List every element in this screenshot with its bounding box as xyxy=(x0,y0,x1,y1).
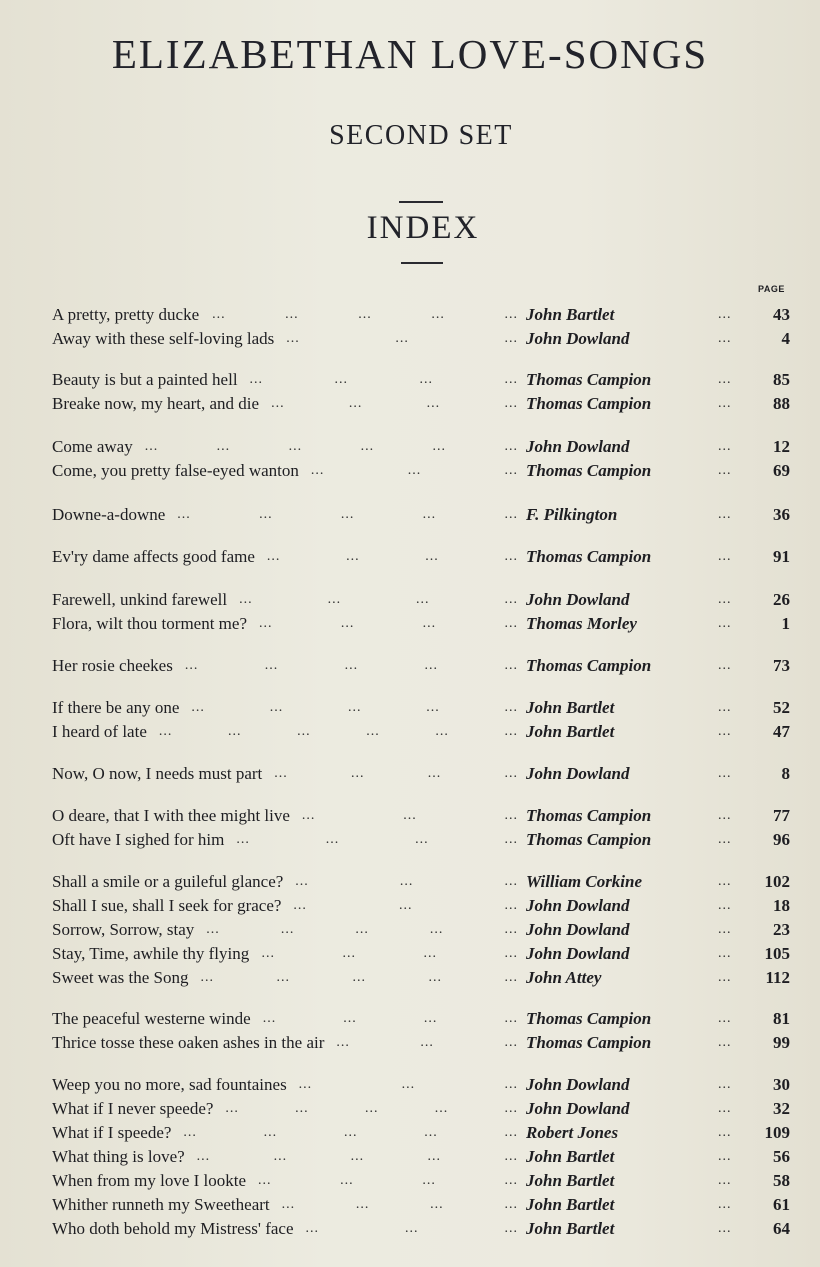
dot-leader: ... xyxy=(718,396,732,411)
dot-leader: ... xyxy=(718,1197,732,1212)
song-author: John Bartlet xyxy=(526,698,615,717)
dot-leader: ... ... ... ... xyxy=(266,549,518,564)
dot-leader: ... ... ... ... xyxy=(262,1011,518,1026)
song-author: William Corkine xyxy=(526,872,643,891)
page-number: 47 xyxy=(773,722,790,741)
dot-leader: ... ... ... ... xyxy=(274,766,518,781)
page-number: 4 xyxy=(781,329,790,348)
index-entry xyxy=(0,368,820,392)
dot-leader: ... ... ... ... xyxy=(271,396,518,411)
page-number: 73 xyxy=(773,656,790,675)
song-title: What thing is love? xyxy=(52,1147,185,1166)
dot-leader: ... xyxy=(718,439,732,454)
song-title: Stay, Time, awhile thy flying xyxy=(52,944,250,963)
dot-leader: ... ... ... ... ... xyxy=(212,307,518,322)
song-title: Sweet was the Song xyxy=(52,968,189,987)
index-entry xyxy=(0,1007,820,1031)
song-author: Thomas Morley xyxy=(526,614,637,633)
dot-leader: ... ... ... ... xyxy=(258,1173,518,1188)
song-title: Ev'ry dame affects good fame xyxy=(52,547,255,566)
song-title: When from my love I lookte xyxy=(52,1171,247,1190)
dot-leader: ... ... ... ... xyxy=(249,372,518,387)
dot-leader: ... xyxy=(718,1035,732,1050)
song-title: The peaceful westerne winde xyxy=(52,1009,251,1028)
page-number: 8 xyxy=(781,764,790,783)
dot-leader: ... xyxy=(718,307,732,322)
song-title: If there be any one xyxy=(52,698,180,717)
dot-leader: ... xyxy=(718,507,732,522)
index-entry xyxy=(0,1031,820,1055)
song-title: Her rosie cheekes xyxy=(52,656,173,675)
index-entry xyxy=(0,435,820,459)
index-entry xyxy=(0,1121,820,1145)
song-title: Now, O now, I needs must part xyxy=(52,764,263,783)
page-number: 52 xyxy=(773,698,790,717)
dot-leader: ... ... ... ... xyxy=(258,616,518,631)
index-entry xyxy=(0,1169,820,1193)
index-entry xyxy=(0,1217,820,1241)
song-title: Downe-a-downe xyxy=(52,505,166,524)
page-number: 12 xyxy=(773,437,790,456)
index-entry xyxy=(0,966,820,990)
index-entry xyxy=(0,894,820,918)
index-entry xyxy=(0,720,820,744)
dot-leader: ... xyxy=(718,724,732,739)
dot-leader: ... ... ... ... ... xyxy=(177,507,518,522)
song-title: What if I speede? xyxy=(52,1123,172,1142)
dot-leader: ... ... ... xyxy=(286,331,518,346)
index-entry xyxy=(0,327,820,351)
song-author: Thomas Campion xyxy=(526,461,652,480)
song-author: Thomas Campion xyxy=(526,394,652,413)
dot-leader: ... xyxy=(718,766,732,781)
song-author: John Dowland xyxy=(526,437,630,456)
page-number: 1 xyxy=(781,614,790,633)
song-author: Thomas Campion xyxy=(526,806,652,825)
book-title: ELIZABETHAN LOVE-SONGS xyxy=(111,31,709,77)
song-title: Flora, wilt thou torment me? xyxy=(52,614,247,633)
dot-leader: ... xyxy=(718,1077,732,1092)
dot-leader: ... xyxy=(718,970,732,985)
page-number: 18 xyxy=(773,896,790,915)
dot-leader: ... xyxy=(718,1011,732,1026)
dot-leader: ... xyxy=(718,549,732,564)
dot-leader: ... ... ... ... xyxy=(236,832,518,847)
page-number: 96 xyxy=(773,830,790,849)
song-author: John Bartlet xyxy=(526,722,615,741)
dot-leader: ... ... ... ... ... xyxy=(191,700,518,715)
page-number: 85 xyxy=(773,370,790,389)
song-author: John Bartlet xyxy=(526,305,615,324)
song-author: Thomas Campion xyxy=(526,370,652,389)
song-title: Shall I sue, shall I seek for grace? xyxy=(52,896,282,915)
page-number: 30 xyxy=(773,1075,790,1094)
page-number: 105 xyxy=(764,944,790,963)
song-title: A pretty, pretty ducke xyxy=(52,305,200,324)
song-author: F. Pilkington xyxy=(526,505,618,524)
dot-leader: ... ... ... xyxy=(298,1077,518,1092)
page-number: 58 xyxy=(773,1171,790,1190)
page-number: 36 xyxy=(773,505,790,524)
page-number: 91 xyxy=(773,547,790,566)
page-number: 26 xyxy=(773,590,790,609)
page-number: 81 xyxy=(773,1009,790,1028)
index-entry xyxy=(0,545,820,569)
index-entry xyxy=(0,942,820,966)
dot-leader: ... xyxy=(718,946,732,961)
page-number: 102 xyxy=(764,872,790,891)
song-title: Whither runneth my Sweetheart xyxy=(52,1195,270,1214)
song-author: Thomas Campion xyxy=(526,830,652,849)
index-entry xyxy=(0,459,820,483)
dot-leader: ... xyxy=(718,1125,732,1140)
song-author: John Dowland xyxy=(526,329,630,348)
dot-leader: ... ... ... ... xyxy=(281,1197,518,1212)
page-number: 64 xyxy=(773,1219,790,1238)
dot-leader: ... ... ... xyxy=(305,1221,518,1236)
index-entry xyxy=(0,696,820,720)
dot-leader: ... ... ... ... ... xyxy=(225,1101,518,1116)
song-author: John Dowland xyxy=(526,1099,630,1118)
book-subtitle: SECOND SET xyxy=(329,120,513,151)
dot-leader: ... xyxy=(718,1173,732,1188)
song-title: Who doth behold my Mistress' face xyxy=(52,1219,294,1238)
page-number: 69 xyxy=(773,461,790,480)
index-entry xyxy=(0,303,820,327)
dot-leader: ... xyxy=(718,592,732,607)
dot-leader: ... xyxy=(718,1149,732,1164)
dot-leader: ... xyxy=(718,331,732,346)
dot-leader: ... xyxy=(718,616,732,631)
dot-leader: ... ... ... ... ... ... xyxy=(144,439,518,454)
song-author: Robert Jones xyxy=(526,1123,619,1142)
dot-leader: ... xyxy=(718,658,732,673)
index-entry xyxy=(0,918,820,942)
page-number: 43 xyxy=(773,305,790,324)
song-title: Weep you no more, sad fountaines xyxy=(52,1075,287,1094)
index-entry xyxy=(0,870,820,894)
divider-rule-top xyxy=(399,201,443,203)
song-author: Thomas Campion xyxy=(526,1033,652,1052)
song-author: John Dowland xyxy=(526,1075,630,1094)
page-number: 109 xyxy=(764,1123,790,1142)
index-entry xyxy=(0,392,820,416)
song-author: John Bartlet xyxy=(526,1195,615,1214)
page-column-label: PAGE xyxy=(758,284,785,294)
dot-leader: ... xyxy=(718,1101,732,1116)
song-author: Thomas Campion xyxy=(526,1009,652,1028)
index-entry xyxy=(0,804,820,828)
song-author: John Bartlet xyxy=(526,1147,615,1166)
dot-leader: ... xyxy=(718,700,732,715)
song-title: Shall a smile or a guileful glance? xyxy=(52,872,284,891)
song-author: Thomas Campion xyxy=(526,656,652,675)
page-number: 61 xyxy=(773,1195,790,1214)
song-title: Farewell, unkind farewell xyxy=(52,590,228,609)
dot-leader: ... ... ... ... ... xyxy=(183,1125,518,1140)
song-author: John Bartlet xyxy=(526,1219,615,1238)
dot-leader: ... xyxy=(718,808,732,823)
song-title: I heard of late xyxy=(52,722,147,741)
dot-leader: ... ... ... xyxy=(301,808,518,823)
page-number: 32 xyxy=(773,1099,790,1118)
song-title: Come, you pretty false-eyed wanton xyxy=(52,461,299,480)
index-entry xyxy=(0,762,820,786)
page-number: 23 xyxy=(773,920,790,939)
dot-leader: ... xyxy=(718,898,732,913)
song-author: Thomas Campion xyxy=(526,547,652,566)
dot-leader: ... xyxy=(718,922,732,937)
dot-leader: ... ... ... xyxy=(310,463,518,478)
index-entry xyxy=(0,1145,820,1169)
dot-leader: ... ... ... ... ... ... xyxy=(158,724,518,739)
index-entry xyxy=(0,588,820,612)
song-author: John Dowland xyxy=(526,896,630,915)
song-author: John Bartlet xyxy=(526,1171,615,1190)
page-number: 88 xyxy=(773,394,790,413)
page-number: 99 xyxy=(773,1033,790,1052)
index-entry xyxy=(0,1193,820,1217)
song-author: John Dowland xyxy=(526,944,630,963)
song-author: John Dowland xyxy=(526,590,630,609)
dot-leader: ... ... ... ... xyxy=(239,592,518,607)
song-title: Come away xyxy=(52,437,133,456)
index-entry xyxy=(0,1097,820,1121)
dot-leader: ... xyxy=(718,874,732,889)
song-title: Beauty is but a painted hell xyxy=(52,370,238,389)
song-title: O deare, that I with thee might live xyxy=(52,806,290,825)
dot-leader: ... xyxy=(718,463,732,478)
dot-leader: ... ... ... ... ... xyxy=(200,970,518,985)
song-title: Away with these self-loving lads xyxy=(52,329,275,348)
dot-leader: ... ... ... ... ... xyxy=(196,1149,518,1164)
song-title: What if I never speede? xyxy=(52,1099,214,1118)
dot-leader: ... xyxy=(718,372,732,387)
dot-leader: ... ... ... xyxy=(293,898,518,913)
page-number: 112 xyxy=(765,968,790,987)
song-title: Thrice tosse these oaken ashes in the air xyxy=(52,1033,325,1052)
index-entry xyxy=(0,612,820,636)
song-author: John Dowland xyxy=(526,764,630,783)
dot-leader: ... xyxy=(718,832,732,847)
index-entry xyxy=(0,654,820,678)
song-title: Breake now, my heart, and die xyxy=(52,394,260,413)
index-entry xyxy=(0,503,820,527)
index-heading: INDEX xyxy=(366,210,480,246)
dot-leader: ... ... ... ... xyxy=(261,946,518,961)
song-author: John Attey xyxy=(526,968,602,987)
page-number: 56 xyxy=(773,1147,790,1166)
song-title: Oft have I sighed for him xyxy=(52,830,225,849)
dot-leader: ... ... ... xyxy=(336,1035,518,1050)
page-number: 77 xyxy=(773,806,790,825)
index-entry xyxy=(0,1073,820,1097)
dot-leader: ... ... ... xyxy=(295,874,518,889)
dot-leader: ... ... ... ... ... xyxy=(184,658,518,673)
dot-leader: ... ... ... ... ... xyxy=(206,922,518,937)
dot-leader: ... xyxy=(718,1221,732,1236)
divider-rule-bottom xyxy=(401,262,443,264)
song-title: Sorrow, Sorrow, stay xyxy=(52,920,195,939)
song-author: John Dowland xyxy=(526,920,630,939)
index-entry xyxy=(0,828,820,852)
